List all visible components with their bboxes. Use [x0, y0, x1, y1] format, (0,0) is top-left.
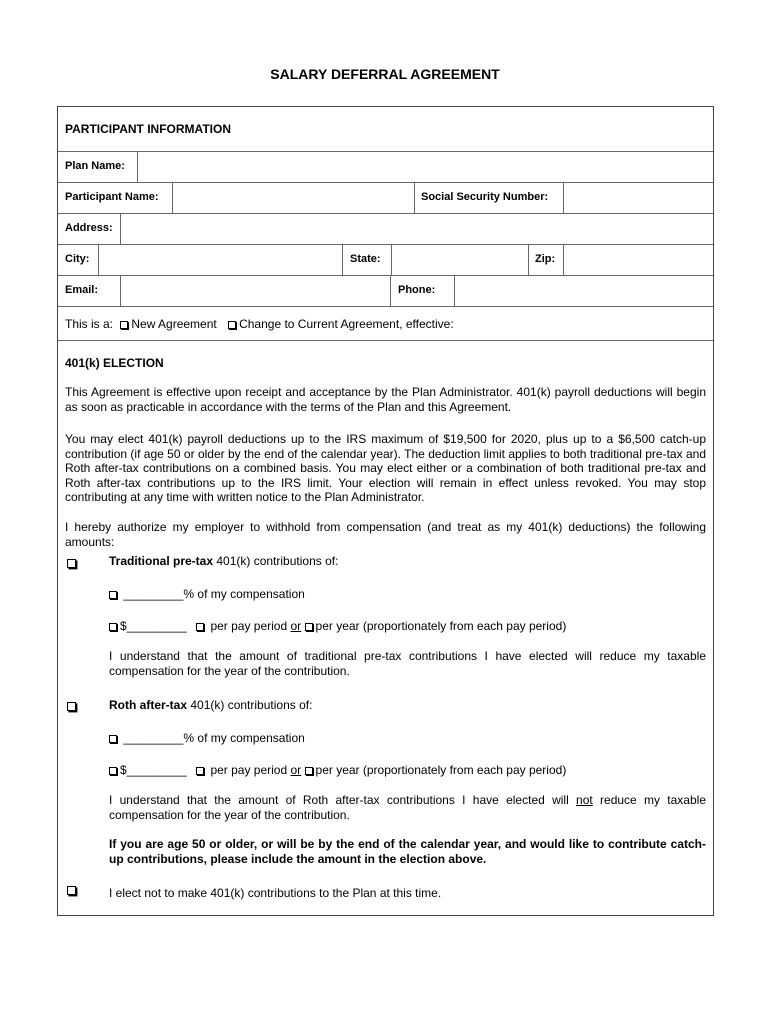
- opt-out-checkbox[interactable]: [67, 886, 76, 895]
- traditional-per-pay-checkbox[interactable]: [196, 623, 204, 631]
- zip-label: Zip:: [535, 253, 556, 265]
- document-title: SALARY DEFERRAL AGREEMENT: [270, 66, 500, 82]
- roth-per-year-checkbox[interactable]: [305, 767, 313, 775]
- address-label: Address:: [65, 222, 113, 234]
- traditional-dollar-label: $_________: [120, 619, 187, 633]
- change-agreement-checkbox[interactable]: [228, 321, 236, 329]
- email-field[interactable]: [121, 276, 390, 306]
- city-label: City:: [65, 253, 90, 265]
- state-label: State:: [350, 253, 381, 265]
- state-field[interactable]: [392, 245, 528, 275]
- phone-field[interactable]: [455, 276, 714, 306]
- traditional-dollar-row: [109, 619, 566, 634]
- new-agreement-label: New Agreement: [131, 317, 217, 331]
- roth-checkbox[interactable]: [67, 702, 76, 711]
- ssn-field[interactable]: [564, 183, 714, 213]
- roth-dollar-label: $_________: [120, 763, 187, 777]
- roth-or-text: or: [290, 763, 302, 777]
- catch-up-note: If you are age 50 or older, or will be by the end of the calendar year, and would like to contribute catch-up contributions, please include the amount in the election above.: [109, 837, 706, 866]
- agreement-type-row: [65, 317, 454, 332]
- roth-note: I understand that the amount of Roth after-tax contributions I have elected will not reduce my taxable compensation for the year of the contribution.: [109, 793, 706, 822]
- election-paragraph-1: This Agreement is effective upon receipt and acceptance by the Plan Administrator. 401(k) payroll deductions will begin as soon as practicable in accordance with the terms of the Plan and this Agreement.: [65, 385, 706, 414]
- traditional-per-year-checkbox[interactable]: [305, 623, 313, 631]
- traditional-dollar-checkbox[interactable]: [109, 623, 117, 631]
- traditional-note: I understand that the amount of traditional pre-tax contributions I have elected will reduce my taxable compensation for the year of the contribution.: [109, 649, 706, 678]
- city-field[interactable]: [99, 245, 342, 275]
- address-field[interactable]: [121, 214, 714, 244]
- traditional-or-text: or: [290, 619, 302, 633]
- roth-per-pay-checkbox[interactable]: [196, 767, 204, 775]
- plan-name-label: Plan Name:: [65, 160, 125, 172]
- traditional-percent-row: [109, 587, 305, 602]
- plan-name-field[interactable]: [138, 152, 714, 182]
- change-agreement-label: Change to Current Agreement, effective:: [239, 317, 454, 331]
- roth-percent-row: [109, 731, 305, 746]
- email-label: Email:: [65, 284, 99, 296]
- roth-dollar-row: [109, 763, 566, 778]
- election-paragraph-3: I hereby authorize my employer to withhold from compensation (and treat as my 401(k) deductions) the following amounts:: [65, 520, 706, 549]
- roth-label: Roth after-tax 401(k) contributions of:: [109, 698, 313, 712]
- election-heading: 401(k) ELECTION: [65, 356, 164, 370]
- roth-per-year-label: per year (proportionately from each pay period): [315, 763, 567, 777]
- phone-label: Phone:: [398, 284, 436, 296]
- zip-field[interactable]: [564, 245, 714, 275]
- ssn-label: Social Security Number:: [421, 191, 549, 203]
- election-paragraph-2: You may elect 401(k) payroll deductions up to the IRS maximum of $19,500 for 2020, plus up to a $6,500 catch-up contribution (if age 50 or older by the end of the calendar year). The deduction limit applies to both traditional pre-tax and Roth after-tax contributions on a combined basis. You may elect either or a combination of both traditional pre-tax and Roth after-tax contributions up to the IRS limit. Your election will remain in effect unless revoked. You may stop contributing at any time with written notice to the Plan Administrator.: [65, 432, 706, 505]
- this-is-a-label: This is a:: [65, 317, 114, 331]
- roth-percent-checkbox[interactable]: [109, 735, 117, 743]
- participant-name-label: Participant Name:: [65, 191, 159, 203]
- roth-dollar-checkbox[interactable]: [109, 767, 117, 775]
- traditional-percent-checkbox[interactable]: [109, 591, 117, 599]
- participant-info-heading: PARTICIPANT INFORMATION: [65, 122, 231, 136]
- roth-percent-label: _________% of my compensation: [123, 731, 305, 745]
- deferral-form: [57, 106, 714, 916]
- traditional-checkbox[interactable]: [67, 559, 76, 568]
- new-agreement-checkbox[interactable]: [120, 321, 128, 329]
- traditional-per-year-label: per year (proportionately from each pay period): [315, 619, 567, 633]
- traditional-percent-label: _________% of my compensation: [123, 587, 305, 601]
- participant-name-field[interactable]: [173, 183, 414, 213]
- traditional-label: Traditional pre-tax 401(k) contributions of:: [109, 554, 339, 568]
- opt-out-label: I elect not to make 401(k) contributions to the Plan at this time.: [109, 886, 442, 900]
- traditional-per-pay-label: per pay period: [210, 619, 288, 633]
- roth-per-pay-label: per pay period: [210, 763, 288, 777]
